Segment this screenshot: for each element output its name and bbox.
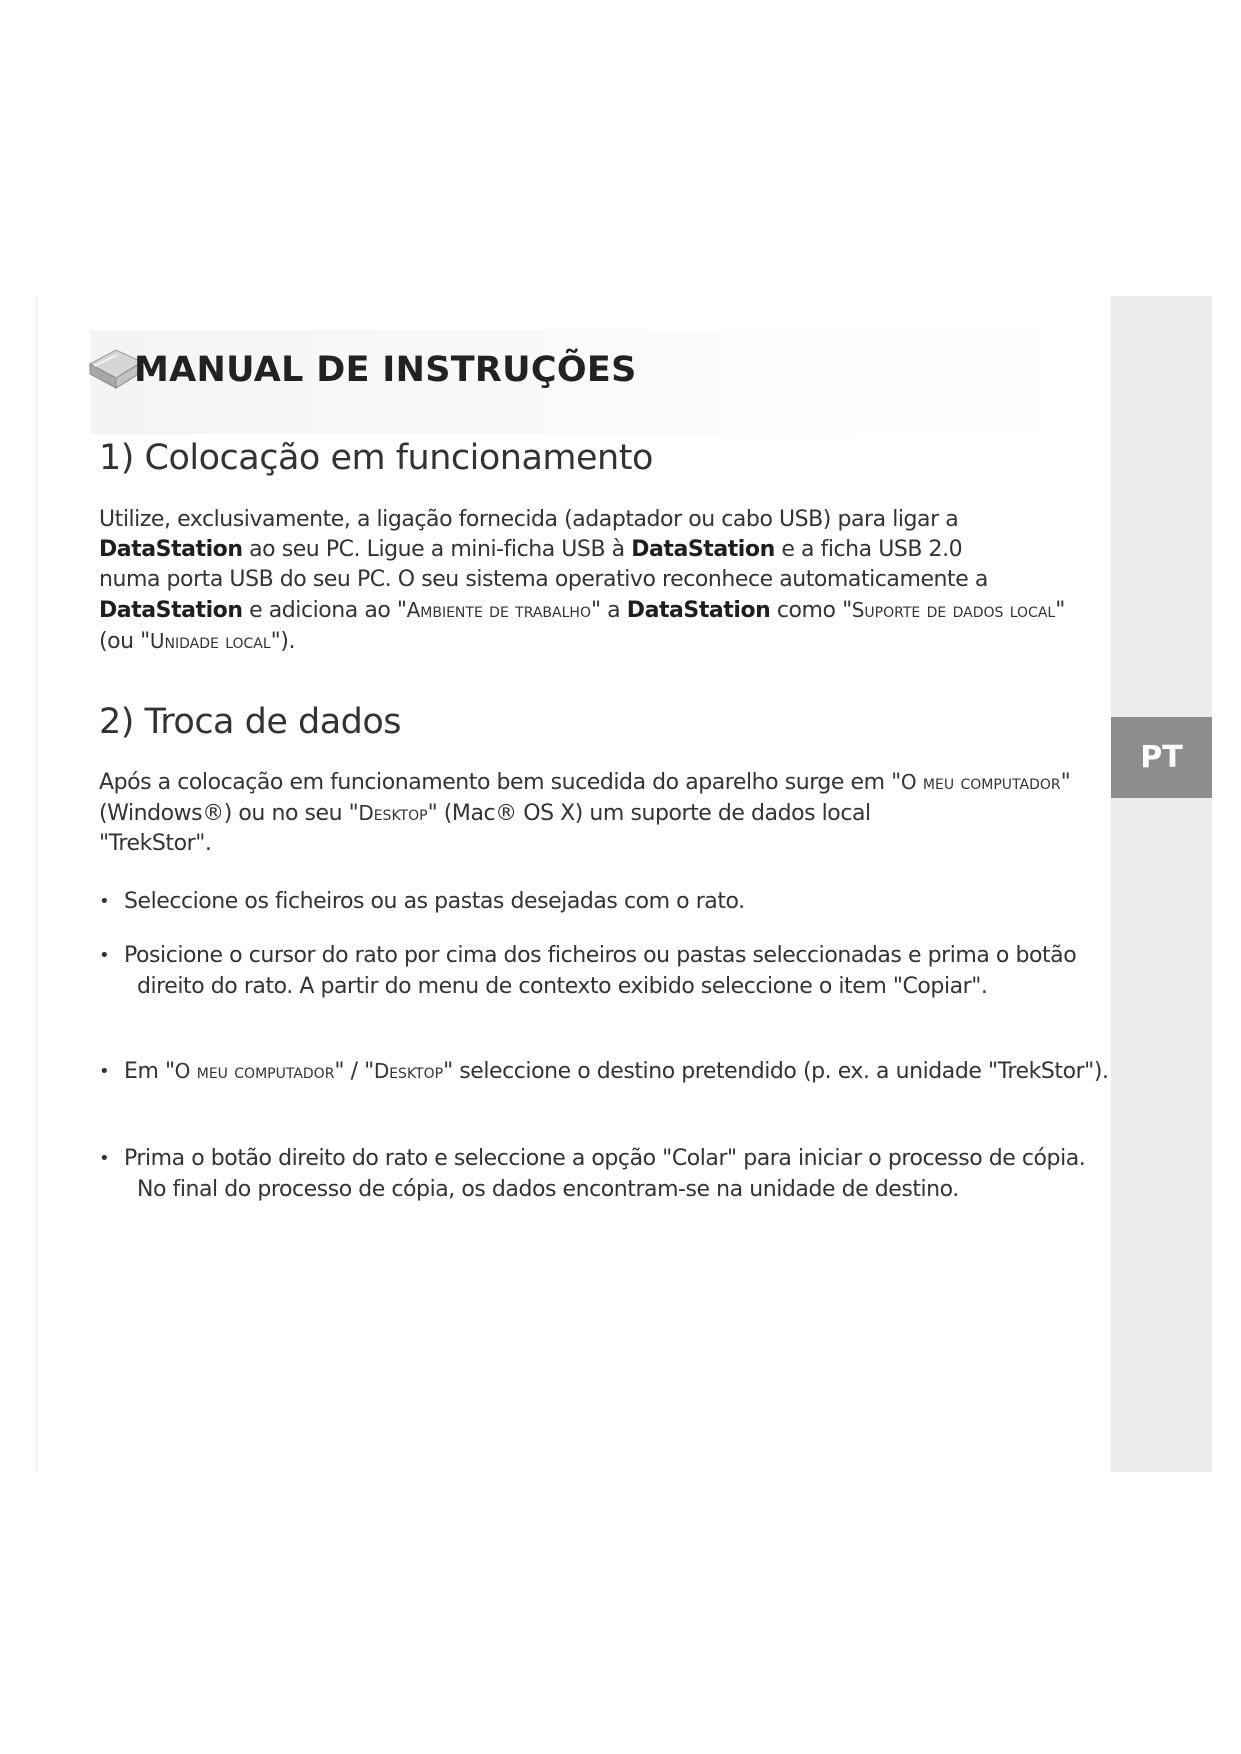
s2-text-4: "TrekStor". [99,831,212,856]
bullet-icon: • [99,891,110,912]
s1-text-7: como " [776,598,852,623]
language-tab[interactable]: PT [1111,717,1212,798]
bullet-icon: • [99,1061,110,1082]
list-item [99,886,1117,917]
list-item-text: Posicione o cursor do rato por cima dos ficheiros ou pastas seleccionadas e prima o botão direito do rato. A partir do menu de contexto exibido seleccione o item "Copiar". [124,943,1077,999]
s2-text-3: " (Mac® OS X) um suporte de dados local [427,801,871,826]
list-item-text: " / " [334,1059,374,1084]
section-1-title: 1) Colocação em funcionamento [99,438,653,478]
s2-meu-computador-term: O meu computador [900,770,1061,794]
s1-text-5: e adiciona ao " [249,598,407,623]
s1-text-2: ao seu PC. Ligue a mini-ficha USB à [249,537,625,562]
section-1-paragraph [99,505,1079,657]
s1-text-1: Utilize, exclusivamente, a ligação fornecida (adaptador ou cabo USB) para ligar a [99,507,959,532]
bullet-icon: • [99,945,110,966]
s2-text-1: Após a colocação em funcionamento bem sucedida do aparelho surge em " [99,770,901,795]
brand-name: DataStation [626,598,771,623]
s1-desktop-term: Ambiente de trabalho [406,598,591,622]
language-sidebar [1111,296,1212,1472]
manual-title: MANUAL DE INSTRUÇÕES [134,350,637,390]
s2-text-2: " (Windows®) ou no seu " [99,770,1071,826]
s1-text-9: "). [270,629,296,654]
list-item [99,1056,1117,1087]
s1-text-4: numa porta USB do seu PC. O seu sistema operativo reconhece automaticamente a [99,567,988,592]
list-item [99,940,1117,1002]
list-item-term: Desktop [373,1059,444,1083]
s1-text-8: " (ou " [99,598,1065,654]
list-item-text: Prima o botão direito do rato e seleccione a opção "Colar" para iniciar o processo de cópia. No final do processo de cópia, os dados encontram-se na unidade de destino. [124,1146,1086,1202]
s2-desktop-term: Desktop [358,801,428,825]
list-item [99,1143,1117,1205]
brand-name: DataStation [99,598,243,623]
list-item-text: Seleccione os ficheiros ou as pastas desejadas com o rato. [124,889,745,914]
list-item-text: " seleccione o destino pretendido (p. ex. a unidade "TrekStor"). [443,1059,1109,1084]
list-item-term: O meu computador [174,1059,335,1083]
section-2-paragraph [99,767,1079,859]
s1-unidade-term: Unidade local [149,629,271,653]
s1-text-6: " a [590,598,621,623]
brand-name: DataStation [99,537,243,562]
s1-text-3: e a ficha USB 2.0 [781,537,963,562]
section-2-title: 2) Troca de dados [99,702,402,742]
brand-name: DataStation [631,537,775,562]
bullet-icon: • [99,1148,110,1169]
s1-suporte-term: Suporte de dados local [851,598,1056,622]
list-item-text: Em " [124,1059,175,1084]
